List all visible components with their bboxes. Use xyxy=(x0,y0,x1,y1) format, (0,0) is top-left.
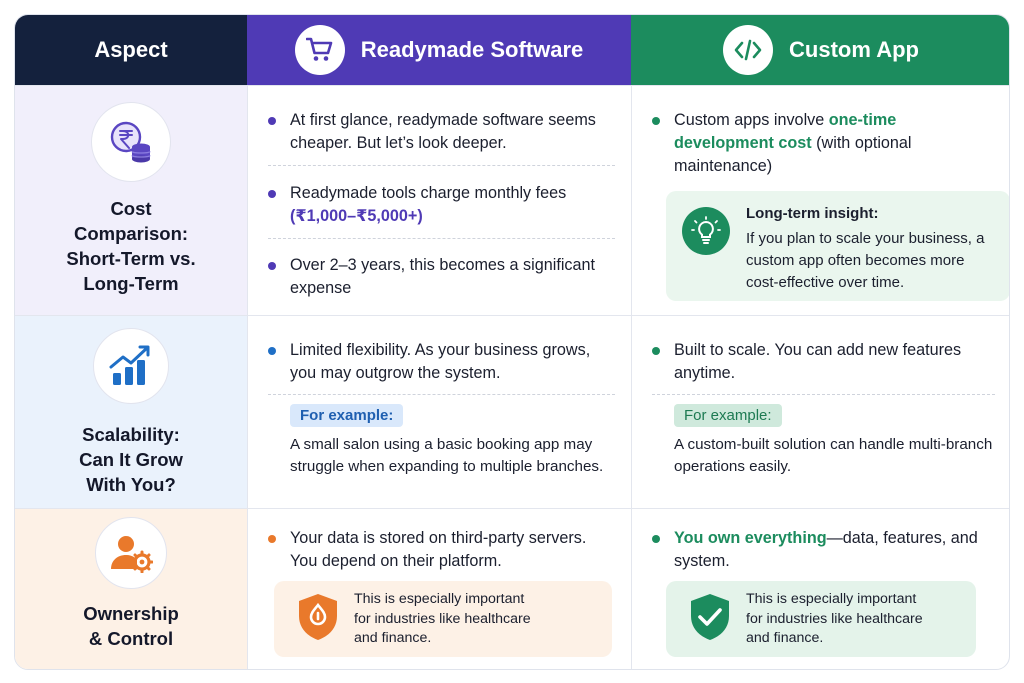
shield-warning-icon xyxy=(296,592,340,642)
aspect-title: Cost Comparison: Short-Term vs. Long-Term xyxy=(66,198,196,294)
header-readymade-label: Readymade Software xyxy=(360,37,584,62)
aspect-title: Scalability: Can It Grow With You? xyxy=(79,424,183,495)
note-box xyxy=(666,581,976,657)
user-gear-icon xyxy=(95,517,167,589)
bullet-item xyxy=(268,527,615,573)
header-aspect-label: Aspect xyxy=(94,37,168,62)
row-scalability xyxy=(15,315,1010,508)
shopping-cart-icon xyxy=(295,25,345,75)
example-tag: For example: xyxy=(674,404,782,427)
bullet-text: Built to scale. You can add new features anytime. xyxy=(674,341,962,382)
readymade-cell xyxy=(247,86,631,315)
bullet-text: Readymade tools charge monthly fees xyxy=(290,184,567,202)
insight-text: If you plan to scale your business, a custom app often becomes more cost-effective over time. xyxy=(746,230,985,291)
bullet-text: Over 2–3 years, this becomes a significant expense xyxy=(290,256,596,297)
ownership-highlight: You own everything xyxy=(674,529,827,547)
bullet-text: At first glance, readymade software seems cheaper. But let’s look deeper. xyxy=(290,111,596,152)
bullet-dot xyxy=(652,535,660,543)
header-custom xyxy=(631,15,1010,85)
bullet-dot xyxy=(652,117,660,125)
lightbulb-icon xyxy=(682,207,730,255)
bullet-item xyxy=(268,339,615,385)
bullet-dot xyxy=(268,535,276,543)
bullet-dot xyxy=(652,347,660,355)
example-tag: For example: xyxy=(290,404,403,427)
rupee-coins-icon xyxy=(91,102,171,182)
header-aspect xyxy=(15,15,247,85)
readymade-cell xyxy=(247,509,631,670)
bullet-text: Your data is stored on third-party servers. You depend on their platform. xyxy=(290,529,587,570)
aspect-cell xyxy=(15,316,247,508)
aspect-cell xyxy=(15,86,247,315)
insight-box xyxy=(666,191,1010,301)
bullet-text: —data, features, and system. xyxy=(674,529,978,570)
bullet-dot xyxy=(268,117,276,125)
divider xyxy=(652,394,995,395)
bullet-text: (with optional maintenance) xyxy=(674,134,912,175)
header-custom-label: Custom App xyxy=(789,37,919,62)
divider xyxy=(268,165,615,166)
shield-check-icon xyxy=(688,592,732,642)
bullet-item xyxy=(652,527,995,573)
bullet-text: Custom apps involve xyxy=(674,111,829,129)
example-text: A small salon using a basic booking app may struggle when expanding to multiple branches. xyxy=(290,436,604,475)
note-box xyxy=(274,581,612,657)
aspect-cell xyxy=(15,509,247,670)
growth-chart-icon xyxy=(93,328,169,404)
insight-title: Long-term insight: xyxy=(746,205,879,222)
bullet-item xyxy=(268,254,615,300)
row-ownership xyxy=(15,508,1010,670)
bullet-dot xyxy=(268,262,276,270)
readymade-cell xyxy=(247,316,631,508)
bullet-item xyxy=(652,339,995,385)
divider xyxy=(268,394,615,395)
divider xyxy=(268,238,615,239)
header-readymade xyxy=(247,15,631,85)
bullet-item xyxy=(268,182,615,228)
one-time-cost-highlight: one-time development cost xyxy=(674,111,897,152)
bullet-dot xyxy=(268,190,276,198)
row-cost xyxy=(15,85,1010,315)
bullet-dot xyxy=(268,347,276,355)
note-text: This is especially important for industries like healthcare and finance. xyxy=(354,591,531,646)
code-icon xyxy=(723,25,773,75)
bullet-item xyxy=(268,109,615,155)
custom-cell xyxy=(631,86,1010,315)
aspect-title: Ownership & Control xyxy=(83,603,179,649)
bullet-text: Limited flexibility. As your business grows, you may outgrow the system. xyxy=(290,341,591,382)
bullet-item xyxy=(652,109,995,178)
comparison-table xyxy=(14,14,1010,670)
custom-cell xyxy=(631,316,1010,508)
custom-cell xyxy=(631,509,1010,670)
example-text: A custom-built solution can handle multi-branch operations easily. xyxy=(674,436,993,475)
price-range-highlight: (₹1,000–₹5,000+) xyxy=(290,207,423,225)
note-text: This is especially important for industries like healthcare and finance. xyxy=(746,591,923,646)
